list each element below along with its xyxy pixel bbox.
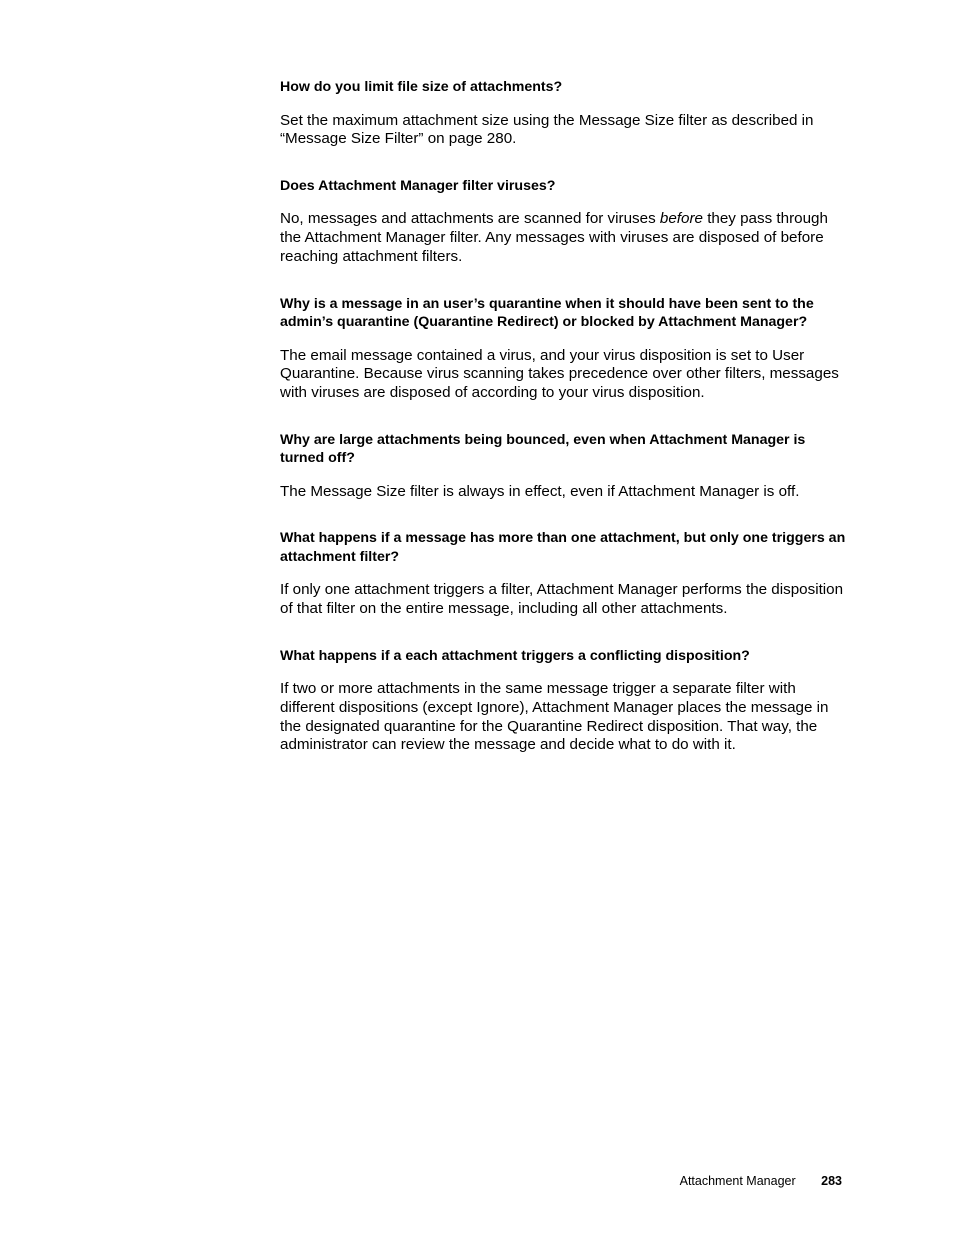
faq-item — [280, 647, 846, 755]
faq-item — [280, 295, 846, 403]
faq-answer: The email message contained a virus, and your virus disposition is set to User Quarantine. Because virus scanning takes precedence over other filters, messages with viruses are disposed of according to your virus disposition. — [280, 346, 839, 401]
faq-item — [280, 177, 846, 267]
faq-question: What happens if a each attachment triggers a conflicting disposition? — [280, 647, 750, 664]
faq-answer: Set the maximum attachment size using the Message Size filter as described in “Message Size Filter” on page 280. — [280, 111, 814, 148]
faq-answer: If only one attachment triggers a filter, Attachment Manager performs the disposition of that filter on the entire message, including all other attachments. — [280, 581, 844, 618]
faq-answer — [280, 210, 846, 266]
answer-text-after: they pass through the Attachment Manager filter. Any messages with viruses are disposed of before reaching attachment filters. — [280, 210, 828, 265]
faq-question: Why is a message in an user’s quarantine when it should have been sent to the admin’s quarantine (Quarantine Redirect) or blocked by Attachment Manager? — [280, 295, 814, 331]
page-number: 283 — [821, 1174, 842, 1188]
faq-item — [280, 431, 846, 502]
faq-answer: If two or more attachments in the same message trigger a separate filter with different dispositions (except Ignore), Attachment Manager places the message in the designated quarantine for the Quarantine Redirect disposition. That way, the administrator can review the message and decide what to do with it. — [280, 680, 829, 754]
answer-text-before: No, messages and attachments are scanned for viruses — [280, 210, 660, 228]
faq-item — [280, 529, 846, 618]
answer-emphasis: before — [659, 210, 703, 228]
faq-question: What happens if a message has more than one attachment, but only one triggers an attachment filter? — [280, 530, 846, 565]
faq-question: How do you limit file size of attachments? — [280, 79, 563, 95]
faq-question: Why are large attachments being bounced, even when Attachment Manager is turned off? — [280, 431, 806, 467]
faq-item — [280, 78, 846, 149]
faq-answer: The Message Size filter is always in effect, even if Attachment Manager is off. — [280, 482, 800, 500]
faq-question: Does Attachment Manager filter viruses? — [280, 177, 556, 194]
faq-section — [280, 78, 846, 755]
page-footer — [680, 1173, 842, 1189]
footer-section-title: Attachment Manager — [679, 1174, 796, 1188]
